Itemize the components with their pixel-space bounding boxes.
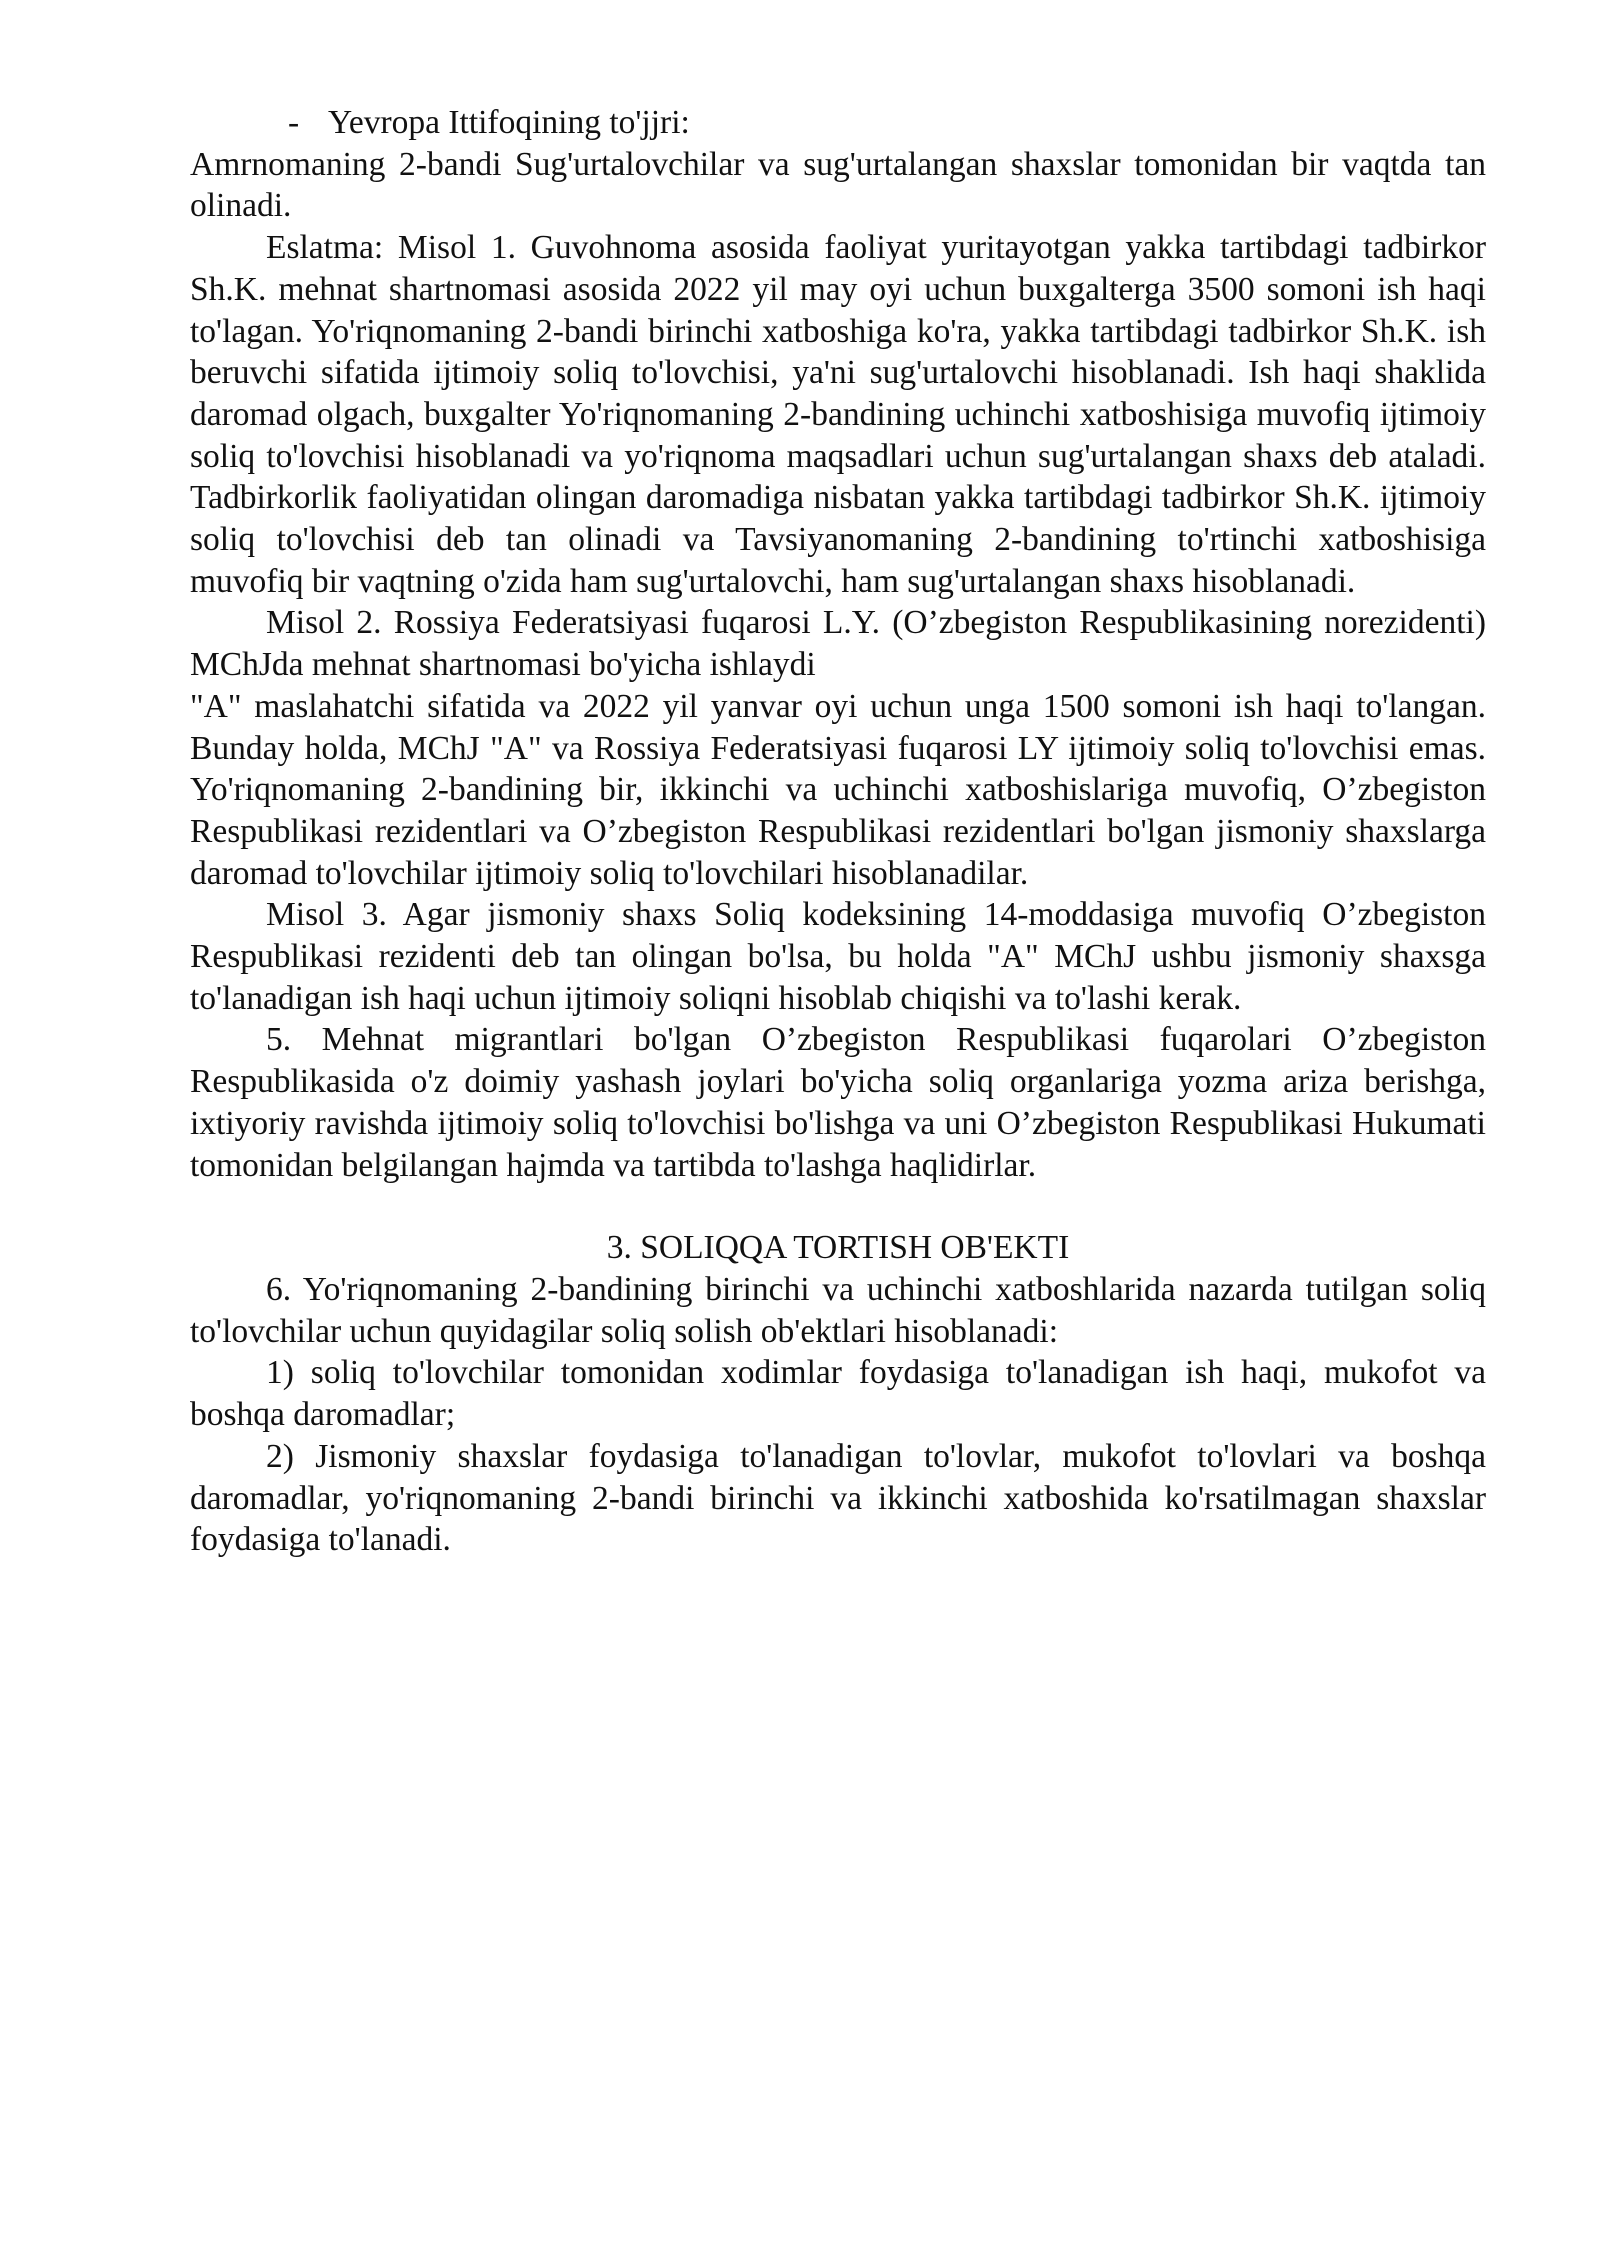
paragraph-eslatma-misol-1: Eslatma: Misol 1. Guvohnoma asosida faoliyat yuritayotgan yakka tartibdagi tadbirkor Sh.K. mehnat shartnomasi asosida 2022 yil may oyi uchun buxgalterga 3500 somoni ish haqi to'lagan. Yo'riqnomaning 2-bandi birinchi xatboshiga ko'ra, yakka tartibdagi tadbirkor Sh.K. ish beruvchi sifatida ijtimoiy soliq to'lovchisi, ya'ni sug'urtalovchi hisoblanadi. Ish haqi shaklida daromad olgach, buxgalter Yo'riqnomaning 2-bandining uchinchi xatboshisiga muvofiq ijtimoiy soliq to'lovchisi hisoblanadi va yo'riqnoma maqsadlari uchun sug'urtalangan shaxs deb ataladi. Tadbirkorlik faoliyatidan olingan daromadiga nisbatan yakka tartibdagi tadbirkor Sh.K. ijtimoiy soliq to'lovchisi deb tan olinadi va Tavsiyanomaning 2-bandining to'rtinchi xatboshisiga muvofiq bir vaqtning o'zida ham sug'urtalovchi, ham sug'urtalangan shaxs hisoblanadi. — [190, 229, 1486, 600]
paragraph-item-6-1: 1) soliq to'lovchilar tomonidan xodimlar foydasiga to'lanadigan ish haqi, mukofot va boshqa daromadlar; — [190, 1354, 1486, 1434]
paragraph-item-5: 5. Mehnat migrantlari bo'lgan O’zbegiston Respublikasi fuqarolari O’zbegiston Respublikasida o'z doimiy yashash joylari bo'yicha soliq organlariga yozma ariza berishga, ixtiyoriy ravishda ijtimoiy soliq to'lovchisi bo'lishga va uni O’zbegiston Respublikasi Hukumati tomonidan belgilangan hajmda va tartibda to'lashga haqlidirlar. — [190, 1021, 1486, 1184]
paragraph-item-6: 6. Yo'riqnomaning 2-bandining birinchi va uchinchi xatboshlarida nazarda tutilgan soliq to'lovchilar uchun quyidagilar soliq solish ob'ektlari hisoblanadi: — [190, 1270, 1486, 1350]
document-page — [190, 102, 1486, 1561]
paragraph-item-6-2: 2) Jismoniy shaxslar foydasiga to'lanadigan to'lovlar, mukofot to'lovlari va boshqa daromadlar, yo'riqnomaning 2-bandi birinchi va ikkinchi xatboshida ko'rsatilmagan shaxslar foydasiga to'lanadi. — [190, 1437, 1486, 1559]
paragraph-misol-2-part-2: "A" maslahatchi sifatida va 2022 yil yanvar oyi uchun unga 1500 somoni ish haqi to'langan. Bunday holda, MChJ "A" va Rossiya Federatsiyasi fuqarosi LY ijtimoiy soliq to'lovchisi emas. Yo'riqnomaning 2-bandining bir, ikkinchi va uchinchi xatboshislariga muvofiq, O’zbegiston Respublikasi rezidentlari va O’zbegiston Respublikasi rezidentlari bo'lgan jismoniy shaxslarga daromad to'lovchilar ijtimoiy soliq to'lovchilari hisoblanadilar. — [190, 687, 1486, 892]
section-heading: 3. SOLIQQA TORTISH OB'EKTI — [606, 1229, 1070, 1267]
paragraph-misol-2-part-1: Misol 2. Rossiya Federatsiyasi fuqarosi L.Y. (O’zbegiston Respublikasining norezidenti) MChJda mehnat shartnomasi bo'yicha ishlaydi — [190, 604, 1486, 684]
bullet-text: Yevropa Ittifoqining to'jjri: — [328, 104, 690, 141]
paragraph-amrnoma: Amrnomaning 2-bandi Sug'urtalovchilar va sug'urtalangan shaxslar tomonidan bir vaqtda tan olinadi. — [190, 145, 1486, 225]
bullet-line — [190, 102, 1486, 144]
bullet-dash: - — [288, 104, 300, 141]
paragraph-misol-3: Misol 3. Agar jismoniy shaxs Soliq kodeksining 14-moddasiga muvofiq O’zbegiston Respublikasi rezidenti deb tan olingan bo'lsa, bu holda "A" MChJ ushbu jismoniy shaxsga to'lanadigan ish haqi uchun ijtimoiy soliqni hisoblab chiqishi va to'lashi kerak. — [190, 896, 1486, 1017]
